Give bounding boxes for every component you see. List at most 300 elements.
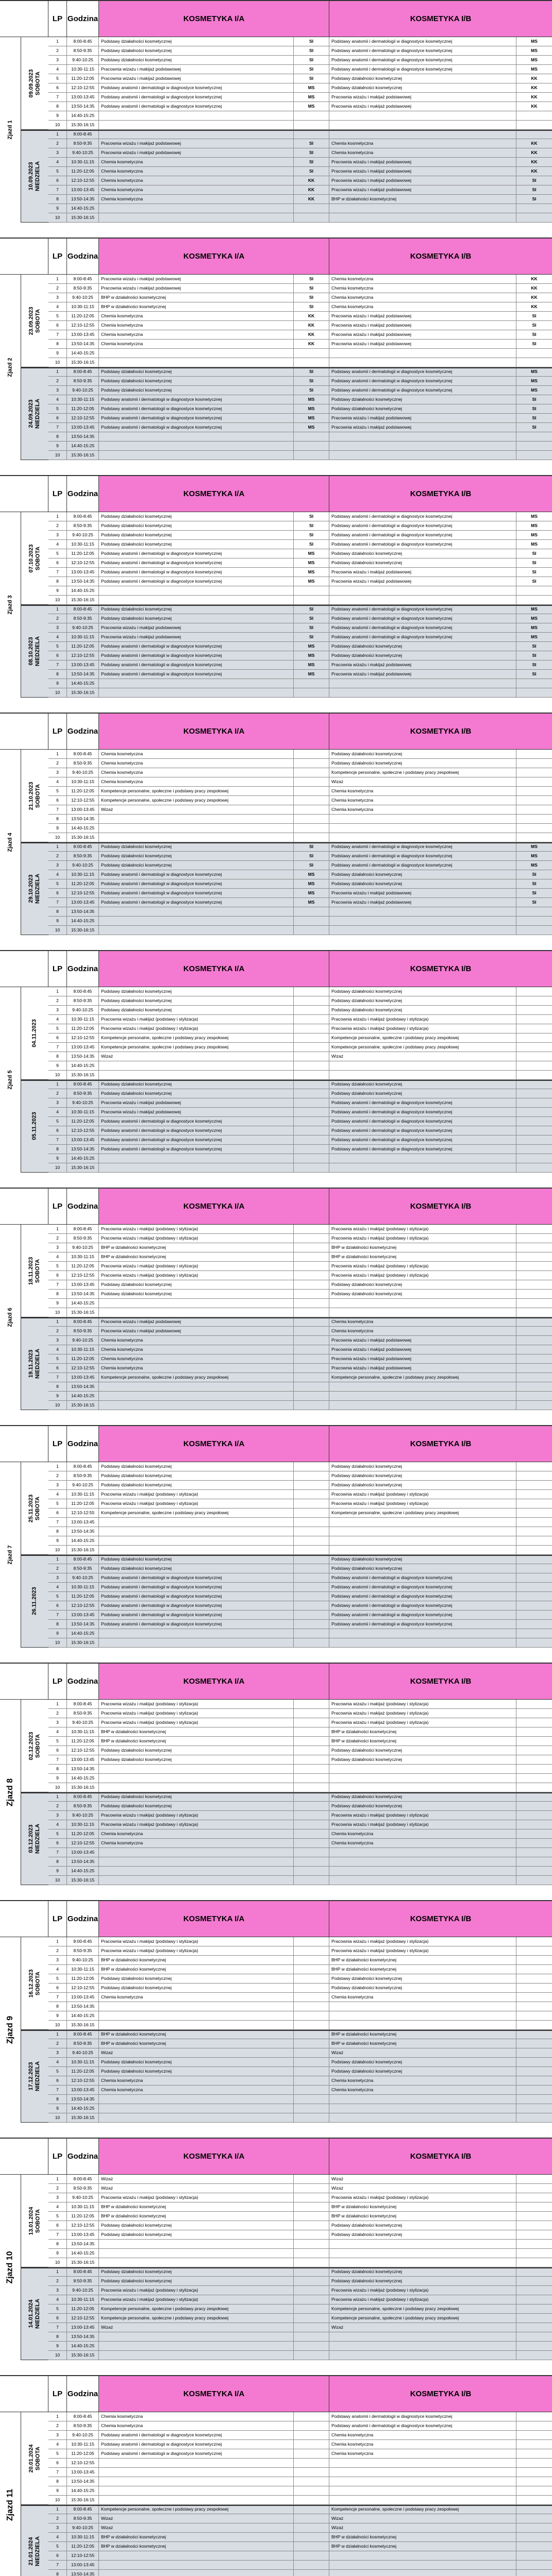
subject-class-b: BHP w działalności kosmetycznej xyxy=(329,1965,516,1974)
row-time: 11:20-12:05 xyxy=(67,404,99,413)
teacher-class-a xyxy=(294,2533,329,2541)
teacher-class-b: SI xyxy=(532,662,537,667)
subject-class-a xyxy=(99,2551,294,2560)
teacher-class-a xyxy=(294,1317,329,1326)
row-time: 11:20-12:05 xyxy=(67,312,99,320)
table-row xyxy=(48,898,552,907)
table-row xyxy=(48,2496,552,2505)
subject-class-b xyxy=(329,2551,516,2560)
row-lp: 8 xyxy=(48,1857,67,1866)
subject-class-b xyxy=(329,2496,516,2504)
table-row xyxy=(48,2002,552,2011)
subject-class-a xyxy=(99,1163,294,1172)
subject-class-b: Podstawy działalności kosmetycznej xyxy=(329,395,516,404)
row-time: 8:00-8:45 xyxy=(67,1080,99,1089)
row-time: 9:40-10:25 xyxy=(67,1006,99,1014)
row-lp: 10 xyxy=(48,2351,67,2360)
subject-class-b: Podstawy działalności kosmetycznej xyxy=(329,2277,516,2285)
subject-class-a: Pracownia wizażu i makijaż (podstawy i stylizacja) xyxy=(99,1820,294,1829)
teacher-class-b: SI xyxy=(532,196,537,201)
teacher-class-b: MS xyxy=(531,634,538,639)
table-row xyxy=(48,111,552,121)
row-time: 9:40-10:25 xyxy=(67,2048,99,2057)
table-row xyxy=(48,367,552,377)
row-time: 12:10-12:55 xyxy=(67,1746,99,1755)
table-row xyxy=(48,46,552,56)
subject-class-a: Wizaż xyxy=(99,2323,294,2332)
zjazd-block xyxy=(0,1188,552,1410)
teacher-class-a: SI xyxy=(294,623,329,632)
row-lp: 8 xyxy=(48,2240,67,2248)
teacher-class-b: MS xyxy=(531,606,538,612)
subject-class-a: Podstawy anatomii i dermatologii w diagnostyce kosmetycznej xyxy=(99,1611,294,1619)
row-time: 8:00-8:45 xyxy=(67,275,99,283)
header-blank xyxy=(0,476,48,512)
block-separator xyxy=(21,1317,552,1318)
table-row xyxy=(48,926,552,935)
row-time: 15:30-16:15 xyxy=(67,1876,99,1885)
subject-class-b xyxy=(329,2351,516,2360)
subject-class-a: Podstawy działalności kosmetycznej xyxy=(99,1471,294,1480)
subject-class-a: Podstawy działalności kosmetycznej xyxy=(99,386,294,395)
subject-class-a: Podstawy anatomii i dermatologii w diagnostyce kosmetycznej xyxy=(99,870,294,879)
teacher-class-a: SI xyxy=(294,842,329,851)
teacher-class-b xyxy=(516,130,552,139)
teacher-class-b xyxy=(516,1965,552,1974)
teacher-class-a xyxy=(294,1820,329,1829)
table-row xyxy=(48,1829,552,1839)
teacher-class-b xyxy=(516,1225,552,1233)
teacher-class-b xyxy=(516,1946,552,1955)
block-separator xyxy=(21,2505,552,2506)
teacher-class-b xyxy=(516,2113,552,2122)
teacher-class-b xyxy=(516,1811,552,1820)
teacher-class-b xyxy=(516,204,552,213)
row-time: 14:40-15:25 xyxy=(67,1061,99,1070)
teacher-class-b xyxy=(516,2212,552,2221)
teacher-class-a xyxy=(294,2431,329,2439)
row-lp: 5 xyxy=(48,2067,67,2076)
subject-class-a: Podstawy działalności kosmetycznej xyxy=(99,1080,294,1089)
row-time: 11:20-12:05 xyxy=(67,74,99,83)
row-lp: 6 xyxy=(48,1601,67,1610)
row-time: 13:50-14:35 xyxy=(67,2095,99,2104)
subject-class-b: Chemia kosmetyczna xyxy=(329,1839,516,1848)
row-lp: 3 xyxy=(48,623,67,632)
table-row xyxy=(48,2286,552,2295)
zjazd-block xyxy=(0,0,552,223)
teacher-class-b xyxy=(516,2202,552,2211)
subject-class-b xyxy=(329,596,516,604)
teacher-class-a xyxy=(294,1564,329,1573)
zjazd-label-text: Zjazd 10 xyxy=(6,2251,15,2284)
teacher-class-b xyxy=(516,2221,552,2230)
row-time: 13:50-14:35 xyxy=(67,1382,99,1391)
teacher-class-b xyxy=(516,1555,552,1564)
teacher-class-b xyxy=(516,1271,552,1280)
row-lp: 1 xyxy=(48,1080,67,1089)
zjazd-label xyxy=(0,2175,21,2360)
row-time: 14:40-15:25 xyxy=(67,2104,99,2113)
subject-class-a: Chemia kosmetyczna xyxy=(99,1345,294,1354)
table-row xyxy=(48,2332,552,2342)
day-date-text: 14.01.2024 xyxy=(28,2299,35,2328)
teacher-class-a: SI xyxy=(294,74,329,83)
subject-class-a: Pracownia wizażu i makijaż (podstawy i stylizacja) xyxy=(99,2286,294,2295)
table-row xyxy=(48,1555,552,1564)
table-row xyxy=(48,442,552,451)
subject-class-a: Podstawy działalności kosmetycznej xyxy=(99,2067,294,2076)
teacher-class-b xyxy=(516,2486,552,2495)
row-lp: 1 xyxy=(48,37,67,46)
row-time: 9:40-10:25 xyxy=(67,2523,99,2532)
teacher-class-b xyxy=(516,1727,552,1736)
teacher-class-b: SI xyxy=(532,881,537,886)
subject-class-b: Podstawy działalności kosmetycznej xyxy=(329,83,516,92)
row-time: 9:40-10:25 xyxy=(67,2193,99,2202)
subject-class-a xyxy=(99,907,294,916)
row-time: 8:50-9:35 xyxy=(67,1471,99,1480)
teacher-class-b xyxy=(516,1136,552,1144)
day-date-text: 16.12.2023 xyxy=(28,1969,35,1998)
zjazd-label xyxy=(0,1937,21,2123)
subject-class-a xyxy=(99,1857,294,1866)
row-time: 14:40-15:25 xyxy=(67,1867,99,1875)
row-time: 10:30-11:15 xyxy=(67,158,99,166)
row-lp: 6 xyxy=(48,1984,67,1992)
table-row xyxy=(48,1117,552,1126)
table-row xyxy=(48,633,552,642)
teacher-class-b xyxy=(516,1820,552,1829)
subject-class-a: Chemia kosmetyczna xyxy=(99,759,294,768)
day-date-cell xyxy=(21,2412,48,2505)
day-date xyxy=(31,1112,38,1140)
subject-class-a: Chemia kosmetyczna xyxy=(99,167,294,176)
teacher-class-a xyxy=(294,805,329,814)
teacher-class-b: MS xyxy=(531,616,538,621)
row-time: 13:50-14:35 xyxy=(67,1145,99,1154)
teacher-class-a: SI xyxy=(294,521,329,530)
row-time: 8:50-9:35 xyxy=(67,377,99,385)
subject-class-a: Pracownia wizażu i makijaż podstawowej xyxy=(99,1098,294,1107)
block-separator xyxy=(21,2267,552,2268)
subject-class-a: Kompetencje personalne, społeczne i podstawy pracy zespołowej xyxy=(99,1043,294,1052)
row-lp: 8 xyxy=(48,1145,67,1154)
day-date xyxy=(28,398,42,428)
zjazd-block xyxy=(0,238,552,460)
row-time: 10:30-11:15 xyxy=(67,777,99,786)
subject-class-a xyxy=(99,2258,294,2267)
table-row xyxy=(48,1392,552,1401)
row-time: 8:00-8:45 xyxy=(67,2267,99,2276)
row-time: 9:40-10:25 xyxy=(67,1243,99,1252)
teacher-class-a xyxy=(294,1392,329,1400)
subject-class-b: Podstawy anatomii i dermatologii w diagnostyce kosmetycznej xyxy=(329,531,516,539)
table-row xyxy=(48,275,552,284)
subject-class-a: Podstawy działalności kosmetycznej xyxy=(99,1755,294,1764)
teacher-class-a xyxy=(294,1080,329,1089)
subject-class-a: Podstawy anatomii i dermatologii w diagnostyce kosmetycznej xyxy=(99,642,294,651)
day-date-text: 20.01.2024 xyxy=(28,2444,35,2473)
teacher-class-b xyxy=(516,1299,552,1308)
subject-class-b: Podstawy anatomii i dermatologii w diagnostyce kosmetycznej xyxy=(329,2421,516,2430)
row-time: 8:00-8:45 xyxy=(67,1225,99,1233)
table-row xyxy=(48,2095,552,2104)
table-row xyxy=(48,623,552,633)
row-lp: 1 xyxy=(48,750,67,758)
subject-class-a: Chemia kosmetyczna xyxy=(99,1354,294,1363)
teacher-class-a xyxy=(294,1829,329,1838)
subject-class-a: Podstawy anatomii i dermatologii w diagnostyce kosmetycznej xyxy=(99,1620,294,1629)
table-row xyxy=(48,185,552,195)
teacher-class-a xyxy=(294,1737,329,1745)
subject-class-b: Podstawy anatomii i dermatologii w diagnostyce kosmetycznej xyxy=(329,1611,516,1619)
row-time: 14:40-15:25 xyxy=(67,349,99,358)
table-row xyxy=(48,321,552,330)
row-time: 14:40-15:25 xyxy=(67,2249,99,2258)
row-lp: 2 xyxy=(48,759,67,768)
table-row xyxy=(48,1746,552,1755)
table-row xyxy=(48,176,552,185)
row-lp: 8 xyxy=(48,2570,67,2576)
row-time: 15:30-16:15 xyxy=(67,451,99,460)
teacher-class-b xyxy=(516,586,552,595)
teacher-class-a xyxy=(294,815,329,823)
table-row xyxy=(48,907,552,917)
subject-class-a xyxy=(99,451,294,460)
teacher-class-b: MS xyxy=(531,48,538,53)
row-time: 11:20-12:05 xyxy=(67,2542,99,2551)
teacher-class-b: MS xyxy=(531,57,538,62)
table-row xyxy=(48,1382,552,1392)
table-row xyxy=(48,386,552,395)
subject-class-b: Pracownia wizażu i makijaż podstawowej xyxy=(329,423,516,432)
row-time: 8:00-8:45 xyxy=(67,1792,99,1801)
row-time: 10:30-11:15 xyxy=(67,2202,99,2211)
subject-class-b: BHP w działalności kosmetycznej xyxy=(329,1252,516,1261)
row-time: 8:00-8:45 xyxy=(67,2412,99,2421)
header-class-b: KOSMETYKA I/B xyxy=(410,1914,472,1923)
row-time: 15:30-16:15 xyxy=(67,1401,99,1410)
table-row xyxy=(48,1638,552,1648)
teacher-class-b xyxy=(516,1848,552,1857)
subject-class-a: Podstawy anatomii i dermatologii w diagnostyce kosmetycznej xyxy=(99,1145,294,1154)
row-lp: 6 xyxy=(48,2076,67,2085)
zjazd-label xyxy=(0,2412,21,2576)
table-row xyxy=(48,2249,552,2258)
header-class-a: KOSMETYKA I/A xyxy=(99,2139,329,2174)
subject-class-b: Podstawy anatomii i dermatologii w diagnostyce kosmetycznej xyxy=(329,1573,516,1582)
day-date-cell xyxy=(21,2505,48,2576)
teacher-class-b xyxy=(516,1117,552,1126)
row-lp: 8 xyxy=(48,2095,67,2104)
day-name: NIEDZIELA xyxy=(35,636,41,666)
row-lp: 7 xyxy=(48,2086,67,2094)
zjazd-label-text: Zjazd 3 xyxy=(7,595,13,615)
teacher-class-a xyxy=(294,2542,329,2551)
table-row xyxy=(48,1271,552,1280)
subject-class-a xyxy=(99,349,294,358)
teacher-class-b: KK xyxy=(531,76,538,81)
row-time: 13:50-14:35 xyxy=(67,1620,99,1629)
table-row xyxy=(48,2184,552,2193)
teacher-class-a xyxy=(294,1225,329,1233)
teacher-class-b xyxy=(516,688,552,697)
teacher-class-b xyxy=(516,1290,552,1298)
teacher-class-a xyxy=(294,2421,329,2430)
subject-class-b xyxy=(329,2021,516,2029)
day-date-cell xyxy=(21,2030,48,2123)
teacher-class-b xyxy=(516,987,552,996)
teacher-class-b xyxy=(516,2240,552,2248)
subject-class-a xyxy=(99,2011,294,2020)
teacher-class-a xyxy=(294,787,329,795)
teacher-class-b xyxy=(516,1163,552,1172)
row-lp: 4 xyxy=(48,1345,67,1354)
teacher-class-a xyxy=(294,1755,329,1764)
day-date-cell xyxy=(21,130,48,223)
subject-class-b: Chemia kosmetyczna xyxy=(329,1327,516,1335)
row-time: 9:40-10:25 xyxy=(67,2286,99,2295)
teacher-class-a xyxy=(294,1536,329,1545)
row-lp: 4 xyxy=(48,540,67,549)
teacher-class-a xyxy=(294,1857,329,1866)
table-row xyxy=(48,1252,552,1262)
subject-class-b: Pracownia wizażu i makijaż podstawowej xyxy=(329,414,516,422)
day-name: NIEDZIELA xyxy=(35,398,41,429)
subject-class-a xyxy=(99,1382,294,1391)
row-lp: 2 xyxy=(48,996,67,1005)
table-row xyxy=(48,1509,552,1518)
teacher-class-a xyxy=(294,2342,329,2350)
table-row xyxy=(48,1308,552,1317)
row-lp: 5 xyxy=(48,1354,67,1363)
row-time: 10:30-11:15 xyxy=(67,633,99,641)
subject-class-b: Podstawy działalności kosmetycznej xyxy=(329,1802,516,1810)
day-date xyxy=(28,2444,42,2472)
table-row xyxy=(48,2202,552,2212)
header-blank xyxy=(0,951,48,987)
subject-class-b: Podstawy anatomii i dermatologii w diagnostyce kosmetycznej xyxy=(329,540,516,549)
row-lp: 6 xyxy=(48,2459,67,2467)
subject-class-a: Podstawy anatomii i dermatologii w diagnostyce kosmetycznej xyxy=(99,2449,294,2458)
teacher-class-a xyxy=(294,1555,329,1564)
teacher-class-b xyxy=(516,1765,552,1773)
header-class-a: KOSMETYKA I/A xyxy=(99,1,329,37)
teacher-class-a xyxy=(294,2184,329,2193)
teacher-class-b xyxy=(516,2058,552,2066)
subject-class-a: BHP w działalności kosmetycznej xyxy=(99,2030,294,2039)
subject-class-b xyxy=(329,679,516,688)
table-row xyxy=(48,1592,552,1601)
row-lp: 7 xyxy=(48,1848,67,1857)
zjazd-label-text: Zjazd 4 xyxy=(7,833,13,852)
zjazd-header xyxy=(0,950,552,987)
teacher-class-b xyxy=(516,2421,552,2430)
table-row xyxy=(48,1262,552,1271)
subject-class-a: Podstawy anatomii i dermatologii w diagnostyce kosmetycznej xyxy=(99,1136,294,1144)
header-godzina: Godzina xyxy=(67,2376,99,2412)
teacher-class-a xyxy=(294,2304,329,2313)
row-time: 13:50-14:35 xyxy=(67,1765,99,1773)
row-time: 8:00-8:45 xyxy=(67,130,99,139)
subject-class-b: Podstawy anatomii i dermatologii w diagnostyce kosmetycznej xyxy=(329,56,516,64)
table-row xyxy=(48,642,552,651)
row-lp: 6 xyxy=(48,2221,67,2230)
table-row xyxy=(48,1876,552,1885)
day-name: NIEDZIELA xyxy=(35,161,41,191)
table-row xyxy=(48,1071,552,1080)
teacher-class-b xyxy=(516,1839,552,1848)
teacher-class-a xyxy=(294,1839,329,1848)
row-lp: 4 xyxy=(48,1820,67,1829)
day-date-text: 05.11.2023 xyxy=(31,1112,38,1140)
subject-class-b: Pracownia wizażu i makijaż podstawowej xyxy=(329,898,516,907)
row-time: 13:50-14:35 xyxy=(67,340,99,348)
teacher-class-a: SI xyxy=(294,56,329,64)
header-class-b: KOSMETYKA I/B xyxy=(410,489,472,498)
subject-class-b xyxy=(329,1163,516,1172)
table-row xyxy=(48,1015,552,1024)
day-name: SOBOTA xyxy=(35,1971,41,1995)
teacher-class-b xyxy=(516,1071,552,1079)
subject-class-a xyxy=(99,2113,294,2122)
table-row xyxy=(48,1718,552,1727)
table-row xyxy=(48,1006,552,1015)
subject-class-b: Podstawy działalności kosmetycznej xyxy=(329,1755,516,1764)
subject-class-b: Podstawy działalności kosmetycznej xyxy=(329,1481,516,1489)
table-row xyxy=(48,987,552,996)
row-time: 10:30-11:15 xyxy=(67,395,99,404)
day-date xyxy=(31,1587,38,1615)
row-lp: 1 xyxy=(48,2175,67,2183)
day-date-cell xyxy=(21,367,48,460)
subject-class-a: Chemia kosmetyczna xyxy=(99,185,294,194)
subject-class-b xyxy=(329,1848,516,1857)
day-date-text: 03.12.2023 xyxy=(28,1824,35,1853)
row-lp: 2 xyxy=(48,2277,67,2285)
row-time: 13:00-13:45 xyxy=(67,423,99,432)
table-row xyxy=(48,330,552,340)
row-lp: 6 xyxy=(48,1746,67,1755)
teacher-class-b xyxy=(516,679,552,688)
row-lp: 7 xyxy=(48,2561,67,2569)
teacher-class-a xyxy=(294,759,329,768)
table-row xyxy=(48,688,552,698)
subject-class-a: Podstawy anatomii i dermatologii w diagnostyce kosmetycznej xyxy=(99,404,294,413)
table-row xyxy=(48,204,552,213)
row-lp: 7 xyxy=(48,898,67,907)
row-time: 8:50-9:35 xyxy=(67,284,99,293)
subject-class-a: Podstawy działalności kosmetycznej xyxy=(99,852,294,860)
row-time: 10:30-11:15 xyxy=(67,2058,99,2066)
teacher-class-b xyxy=(516,1867,552,1875)
row-time: 8:50-9:35 xyxy=(67,1802,99,1810)
subject-class-b: Podstawy działalności kosmetycznej xyxy=(329,1746,516,1755)
subject-class-b: Chemia kosmetyczna xyxy=(329,1829,516,1838)
teacher-class-a xyxy=(294,1382,329,1391)
row-time: 11:20-12:05 xyxy=(67,1117,99,1126)
row-lp: 10 xyxy=(48,213,67,222)
teacher-class-b xyxy=(516,111,552,120)
table-row xyxy=(48,148,552,158)
subject-class-a: BHP w działalności kosmetycznej xyxy=(99,2039,294,2048)
teacher-class-b xyxy=(516,1993,552,2002)
table-row xyxy=(48,358,552,367)
teacher-class-a xyxy=(294,1364,329,1372)
row-lp: 8 xyxy=(48,1052,67,1061)
day-date-cell xyxy=(21,605,48,698)
